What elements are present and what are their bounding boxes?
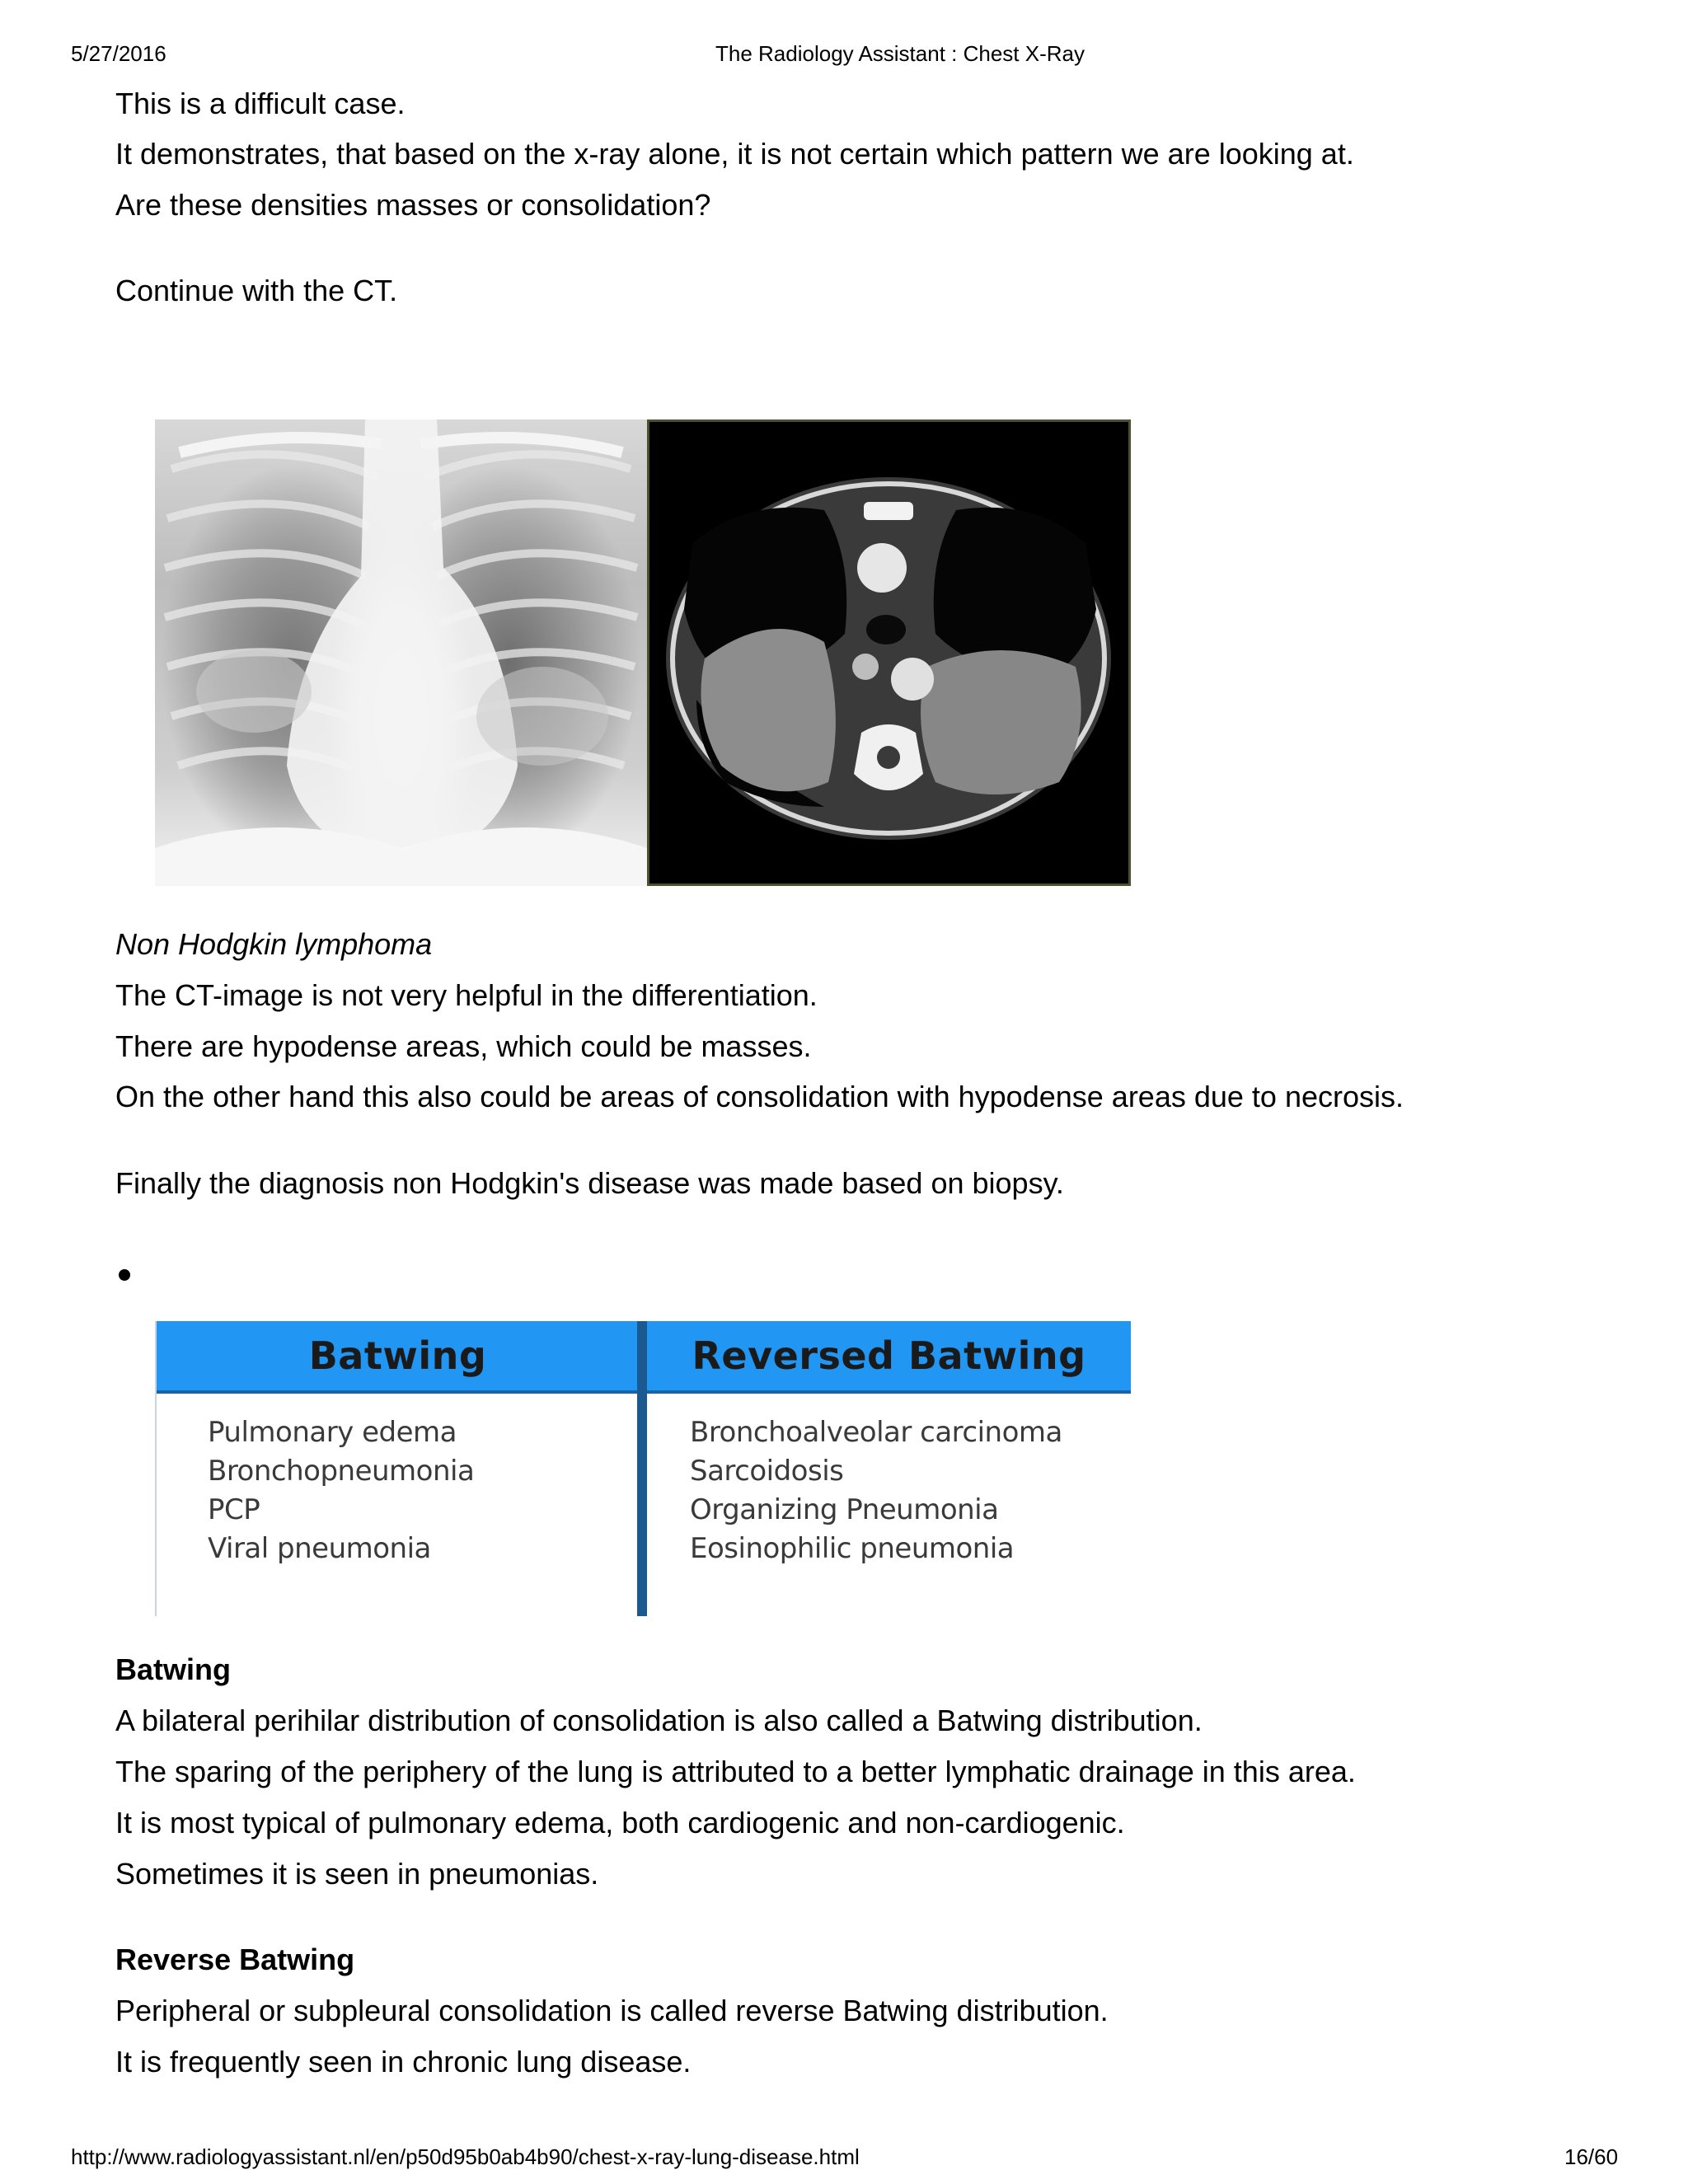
bullet-marker	[119, 1269, 130, 1281]
figure-caption: Non Hodgkin lymphoma	[115, 927, 433, 961]
reversed-batwing-column	[647, 1321, 1131, 1616]
case-conclusion: Finally the diagnosis non Hodgkin's disease was made based on biopsy.	[115, 1166, 1064, 1200]
page-number: 16/60	[1564, 2144, 1619, 2169]
batwing-line: A bilateral perihilar distribution of consolidation is also called a Batwing distribution.	[115, 1704, 1203, 1737]
chest-xray-image	[155, 419, 647, 886]
batwing-list	[208, 1413, 474, 1568]
reversed-batwing-list	[690, 1413, 1062, 1568]
case-line: On the other hand this also could be areas of consolidation with hypodense areas due to necrosis.	[115, 1080, 1404, 1113]
case-line: There are hypodense areas, which could be masses.	[115, 1029, 812, 1063]
case-line: The CT-image is not very helpful in the differentiation.	[115, 978, 818, 1012]
reversed-batwing-column-header: Reversed Batwing	[647, 1321, 1131, 1394]
reverse-batwing-line: It is frequently seen in chronic lung disease.	[115, 2045, 692, 2079]
ct-scan-image	[647, 419, 1131, 886]
xray-ct-figure	[155, 419, 1131, 886]
continue-line: Continue with the CT.	[115, 274, 398, 307]
reverse-batwing-line: Peripheral or subpleural consolidation is called reverse Batwing distribution.	[115, 1994, 1109, 2027]
list-item: Eosinophilic pneumonia	[690, 1532, 1015, 1565]
intro-line: It demonstrates, that based on the x-ray alone, it is not certain which pattern we are looking at.	[115, 137, 1354, 171]
batwing-line: The sparing of the periphery of the lung is attributed to a better lymphatic drainage in this area.	[115, 1755, 1356, 1788]
list-item: Viral pneumonia	[208, 1532, 431, 1565]
list-item: Bronchoalveolar carcinoma	[690, 1416, 1062, 1449]
print-title: The Radiology Assistant : Chest X-Ray	[715, 41, 1085, 66]
batwing-line: It is most typical of pulmonary edema, both cardiogenic and non-cardiogenic.	[115, 1806, 1125, 1840]
batwing-comparison-table	[155, 1321, 1131, 1616]
list-item: PCP	[208, 1493, 260, 1526]
batwing-heading: Batwing	[115, 1652, 231, 1686]
intro-line: Are these densities masses or consolidation?	[115, 188, 711, 222]
reverse-batwing-heading: Reverse Batwing	[115, 1943, 355, 1976]
batwing-column	[155, 1321, 639, 1616]
source-url[interactable]: http://www.radiologyassistant.nl/en/p50d95b0ab4b90/chest-x-ray-lung-disease.html	[71, 2144, 860, 2169]
print-date: 5/27/2016	[71, 41, 166, 66]
list-item: Sarcoidosis	[690, 1455, 844, 1488]
list-item: Pulmonary edema	[208, 1416, 457, 1449]
column-divider	[637, 1321, 647, 1616]
batwing-line: Sometimes it is seen in pneumonias.	[115, 1857, 599, 1891]
intro-line: This is a difficult case.	[115, 87, 406, 120]
batwing-column-header: Batwing	[157, 1321, 639, 1394]
list-item: Bronchopneumonia	[208, 1455, 475, 1488]
list-item: Organizing Pneumonia	[690, 1493, 999, 1526]
